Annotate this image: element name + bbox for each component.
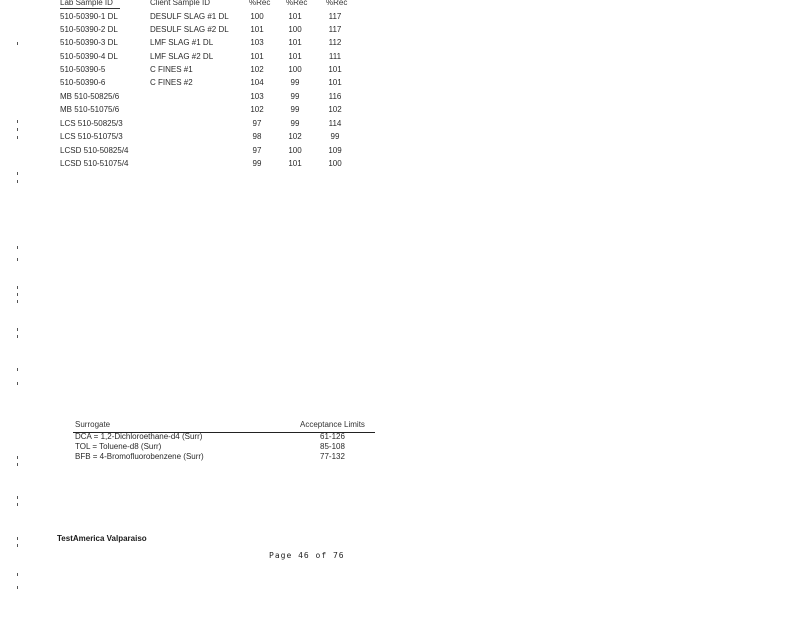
table-row [0,78,400,90]
margin-tick [17,537,18,540]
header-lab-sample-id: Lab Sample ID [60,0,113,7]
margin-tick [17,586,18,589]
lab-sample-id: LCS 510-50825/3 [60,119,123,128]
dca-value: 97 [252,146,262,155]
dca-value: 102 [250,105,264,114]
tol-value: 101 [288,12,302,21]
margin-tick [17,573,18,576]
client-sample-id: C FINES #1 [150,65,193,74]
dca-value: 98 [252,132,262,141]
table-row [0,38,400,50]
table-row [0,92,400,104]
bfb-value: 111 [328,52,342,61]
tol-value: 101 [288,159,302,168]
lab-sample-id: MB 510-51075/6 [60,105,120,114]
margin-tick [17,463,18,466]
bfb-value: 100 [328,159,342,168]
margin-tick [17,258,18,261]
tol-value: 100 [288,65,302,74]
lab-name: TestAmerica Valparaiso [57,534,147,543]
surrogate-name: DCA = 1,2-Dichloroethane-d4 (Surr) [75,432,203,441]
header-tol-rec: %Rec [286,0,308,7]
dca-value: 103 [250,38,264,47]
lab-sample-id: 510-50390-6 [60,78,106,87]
tol-value: 100 [288,25,302,34]
tol-value: 99 [290,78,300,87]
page-number: Page 46 of 76 [269,551,345,560]
table-row [0,146,400,158]
margin-tick [17,496,18,499]
table-row [0,12,400,24]
bfb-value: 101 [328,78,342,87]
surrogate-limits: 61-126 [320,432,345,441]
client-sample-id: DESULF SLAG #1 DL [150,12,229,21]
bfb-value: 117 [328,12,342,21]
bfb-value: 112 [328,38,342,47]
margin-tick [17,286,18,289]
header-bfb-rec: %Rec [326,0,348,7]
dca-value: 104 [250,78,264,87]
client-sample-id: LMF SLAG #2 DL [150,52,214,61]
margin-tick [17,136,18,139]
surrogate-limits: 77-132 [320,452,345,461]
dca-value: 102 [250,65,264,74]
dca-value: 101 [250,52,264,61]
tol-value: 101 [288,38,302,47]
dca-value: 103 [250,92,264,101]
table-row [0,52,400,64]
lab-sample-id: LCSD 510-50825/4 [60,146,129,155]
tol-value: 99 [290,92,300,101]
surrogate-header: Surrogate [75,420,111,429]
header-underline [60,8,120,9]
lab-sample-id: LCSD 510-51075/4 [60,159,129,168]
margin-tick [17,128,18,131]
dca-value: 97 [252,119,262,128]
margin-tick [17,456,18,459]
bfb-value: 116 [328,92,342,101]
margin-tick [17,293,18,296]
tol-value: 100 [288,146,302,155]
dca-value: 100 [250,12,264,21]
bfb-value: 99 [330,132,340,141]
acceptance-limits-header: Acceptance Limits [300,420,365,429]
dca-value: 99 [252,159,262,168]
margin-tick [17,172,18,175]
lab-sample-id: 510-50390-1 DL [60,12,118,21]
client-sample-id: LMF SLAG #1 DL [150,38,214,47]
header-dca-rec: %Rec [249,0,271,7]
table-row [0,65,400,77]
table-row [0,132,400,144]
bfb-value: 101 [328,65,342,74]
margin-tick [17,42,18,45]
surrogate-name: TOL = Toluene-d8 (Surr) [75,442,162,451]
table-row [0,105,400,117]
margin-tick [17,120,18,123]
table-row [0,25,400,37]
margin-tick [17,246,18,249]
client-sample-id: DESULF SLAG #2 DL [150,25,229,34]
bfb-value: 117 [328,25,342,34]
margin-tick [17,335,18,338]
table-row [0,159,400,171]
margin-tick [17,382,18,385]
margin-tick [17,544,18,547]
lab-sample-id: LCS 510-51075/3 [60,132,123,141]
tol-value: 99 [290,105,300,114]
lab-sample-id: 510-50390-2 DL [60,25,118,34]
bfb-value: 102 [328,105,342,114]
margin-tick [17,300,18,303]
margin-tick [17,180,18,183]
dca-value: 101 [250,25,264,34]
tol-value: 99 [290,119,300,128]
lab-sample-id: 510-50390-3 DL [60,38,118,47]
lab-sample-id: 510-50390-5 [60,65,106,74]
margin-tick [17,368,18,371]
tol-value: 101 [288,52,302,61]
margin-tick [17,328,18,331]
client-sample-id: C FINES #2 [150,78,193,87]
header-client-sample-id: Client Sample ID [150,0,211,7]
surrogate-name: BFB = 4-Bromofluorobenzene (Surr) [75,452,204,461]
lab-sample-id: 510-50390-4 DL [60,52,118,61]
lab-sample-id: MB 510-50825/6 [60,92,120,101]
table-row [0,119,400,131]
tol-value: 102 [288,132,302,141]
surrogate-limits: 85-108 [320,442,345,451]
bfb-value: 114 [328,119,342,128]
bfb-value: 109 [328,146,342,155]
margin-tick [17,503,18,506]
